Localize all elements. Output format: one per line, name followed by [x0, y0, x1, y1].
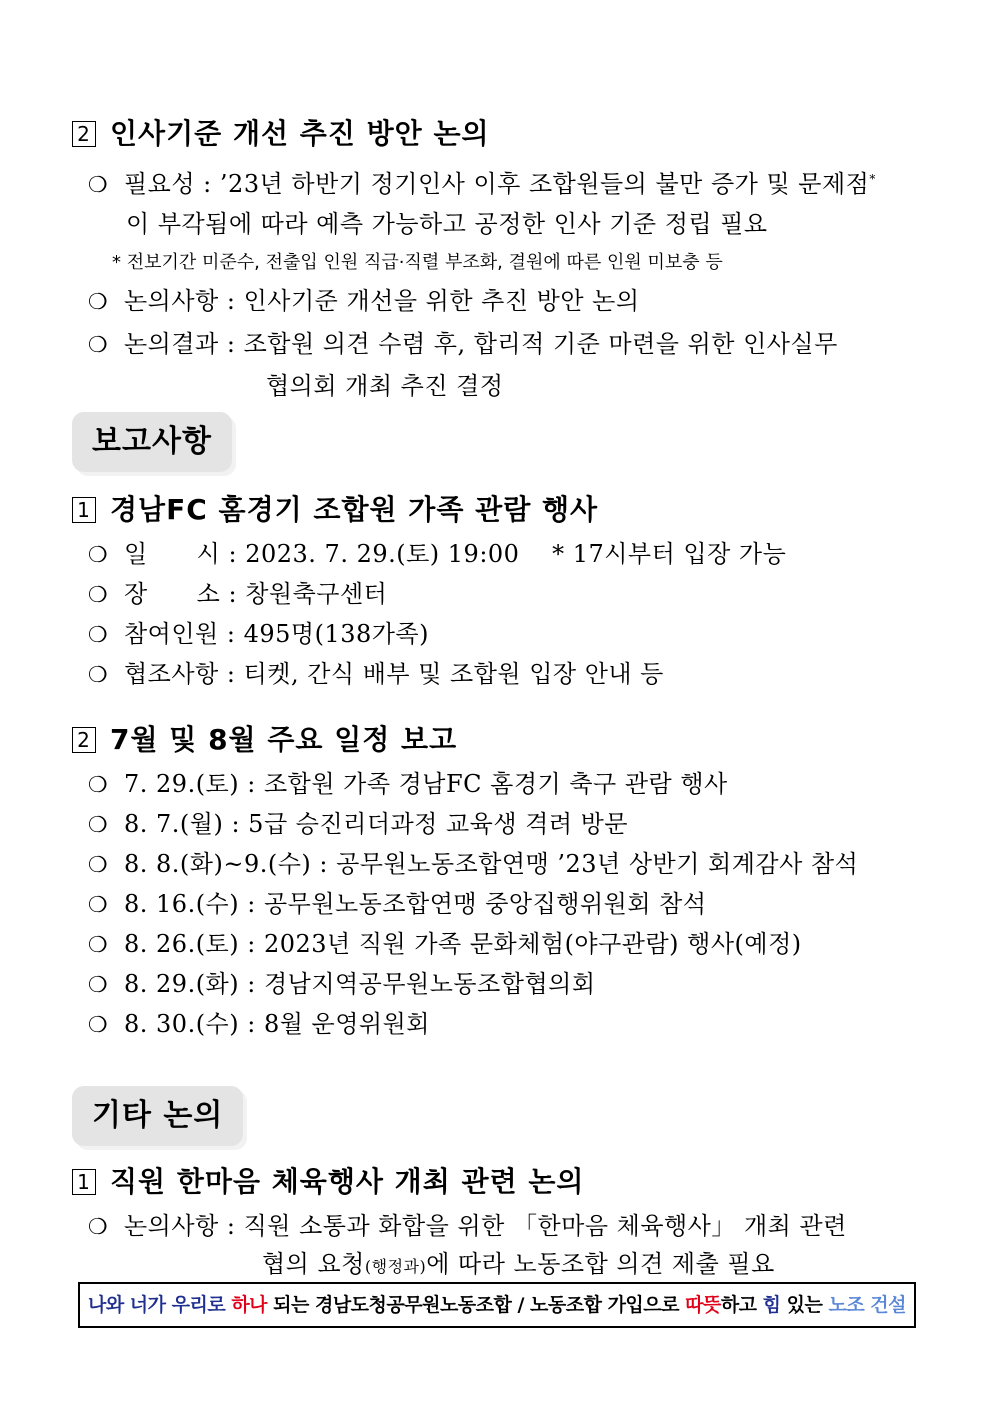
section-title: 경남FC 홈경기 조합원 가족 관람 행사 — [110, 493, 599, 526]
bullet-necessity — [86, 164, 876, 199]
discussion-label: 논의사항 : — [124, 287, 236, 315]
section-heading-fc-event — [72, 488, 598, 528]
union-slogan-banner — [78, 1282, 916, 1328]
schedule-item — [86, 964, 596, 999]
section-title: 직원 한마음 체육행사 개최 관련 논의 — [110, 1165, 585, 1198]
circle-bullet-icon: ❍ — [87, 290, 109, 315]
circle-bullet-icon: ❍ — [87, 773, 109, 798]
sports-discussion — [86, 1206, 847, 1241]
slogan-part: 하고 — [720, 1294, 763, 1316]
event-datetime — [86, 534, 786, 569]
schedule-item — [86, 844, 858, 879]
circle-bullet-icon: ❍ — [87, 1013, 109, 1038]
result-text: 조합원 의견 수렴 후, 합리적 기준 마련을 위한 인사실무 — [243, 330, 838, 358]
event-cooperation-text: 협조사항 : 티켓, 간식 배부 및 조합원 입장 안내 등 — [124, 660, 664, 688]
schedule-item-text: 8. 30.(수) : 8월 운영위원회 — [124, 1010, 430, 1038]
slogan-part: 되는 경남도청공무원노동조합 / 노동조합 가입으로 — [267, 1294, 686, 1316]
slogan-part: 있는 — [780, 1294, 829, 1316]
section-heading-schedule — [72, 718, 457, 758]
circle-bullet-icon: ❍ — [87, 333, 109, 358]
schedule-item — [86, 804, 628, 839]
result-label: 논의결과 : — [124, 330, 236, 358]
circle-bullet-icon: ❍ — [87, 813, 109, 838]
section-title: 7월 및 8월 주요 일정 보고 — [110, 723, 458, 756]
report-section-tab: 보고사항 — [72, 412, 232, 472]
circle-bullet-icon: ❍ — [87, 543, 109, 568]
circle-bullet-icon: ❍ — [87, 623, 109, 648]
circle-bullet-icon: ❍ — [87, 893, 109, 918]
slogan-highlight-lightblue: 노조 건설 — [828, 1294, 906, 1316]
slogan-highlight-blue: 힘 — [762, 1294, 781, 1316]
request-text-end: 에 따라 노동조합 의견 제출 필요 — [426, 1250, 775, 1278]
department-note: (행정과) — [364, 1257, 427, 1276]
necessity-continuation: 이 부각됨에 따라 예측 가능하고 공정한 인사 기준 정립 필요 — [126, 210, 768, 238]
schedule-item-text: 8. 8.(화)~9.(수) : 공무원노동조합연맹 ’23년 상반기 회계감사 참석 — [124, 850, 859, 878]
sports-discussion-label: 논의사항 : — [124, 1212, 236, 1240]
footnote-text: * 전보기간 미준수, 전출입 인원 직급·직렬 부조화, 결원에 따른 인원 미보충 등 — [112, 252, 723, 273]
event-cooperation — [86, 654, 664, 689]
section-title: 인사기준 개선 추진 방안 논의 — [110, 117, 490, 150]
schedule-item — [86, 1004, 430, 1039]
section-number-box: 2 — [72, 727, 96, 753]
sports-discussion-text: 직원 소통과 화합을 위한 「한마음 체육행사」 개최 관련 — [243, 1212, 847, 1240]
section-heading-personnel — [72, 112, 490, 152]
necessity-label: 필요성 : — [124, 170, 212, 198]
schedule-item-text: 8. 29.(화) : 경남지역공무원노동조합협의회 — [124, 970, 596, 998]
event-place — [86, 574, 387, 609]
circle-bullet-icon: ❍ — [87, 1215, 109, 1240]
section-number-box: 1 — [72, 1169, 96, 1195]
footnote-marker: * — [869, 172, 876, 186]
section-number-box: 2 — [72, 121, 96, 147]
sports-discussion-continuation — [262, 1244, 775, 1279]
circle-bullet-icon: ❍ — [87, 853, 109, 878]
bullet-discussion — [86, 281, 640, 316]
event-place-text: 장 소 : 창원축구센터 — [124, 580, 388, 608]
circle-bullet-icon: ❍ — [87, 583, 109, 608]
schedule-item-text: 8. 26.(토) : 2023년 직원 가족 문화체험(야구관람) 행사(예정) — [124, 930, 802, 958]
schedule-item-text: 8. 7.(월) : 5급 승진리더과정 교육생 격려 방문 — [124, 810, 629, 838]
slogan-part: 나와 너가 우리로 — [87, 1294, 232, 1316]
event-participants — [86, 614, 429, 649]
circle-bullet-icon: ❍ — [87, 663, 109, 688]
event-participants-text: 참여인원 : 495명(138가족) — [124, 620, 429, 648]
bullet-result — [86, 324, 838, 359]
other-discussion-tab: 기타 논의 — [72, 1086, 243, 1146]
schedule-item-text: 7. 29.(토) : 조합원 가족 경남FC 홈경기 축구 관람 행사 — [124, 770, 728, 798]
circle-bullet-icon: ❍ — [87, 173, 109, 198]
slogan-highlight-red: 따뜻 — [685, 1294, 721, 1316]
slogan-highlight-red: 하나 — [231, 1294, 268, 1316]
schedule-item — [86, 924, 802, 959]
discussion-text: 인사기준 개선을 위한 추진 방안 논의 — [243, 287, 640, 315]
circle-bullet-icon: ❍ — [87, 933, 109, 958]
request-text: 협의 요청 — [262, 1250, 365, 1278]
schedule-item — [86, 884, 707, 919]
section-number-box: 1 — [72, 497, 96, 523]
schedule-item — [86, 764, 728, 799]
result-continuation: 협의회 개최 추진 결정 — [266, 372, 504, 400]
circle-bullet-icon: ❍ — [87, 973, 109, 998]
section-heading-sports-event — [72, 1160, 584, 1200]
necessity-text: ’23년 하반기 정기인사 이후 조합원들의 불만 증가 및 문제점 — [219, 170, 870, 198]
event-datetime-text: 일 시 : 2023. 7. 29.(토) 19:00 * 17시부터 입장 가능 — [124, 540, 787, 568]
schedule-item-text: 8. 16.(수) : 공무원노동조합연맹 중앙집행위원회 참석 — [124, 890, 707, 918]
